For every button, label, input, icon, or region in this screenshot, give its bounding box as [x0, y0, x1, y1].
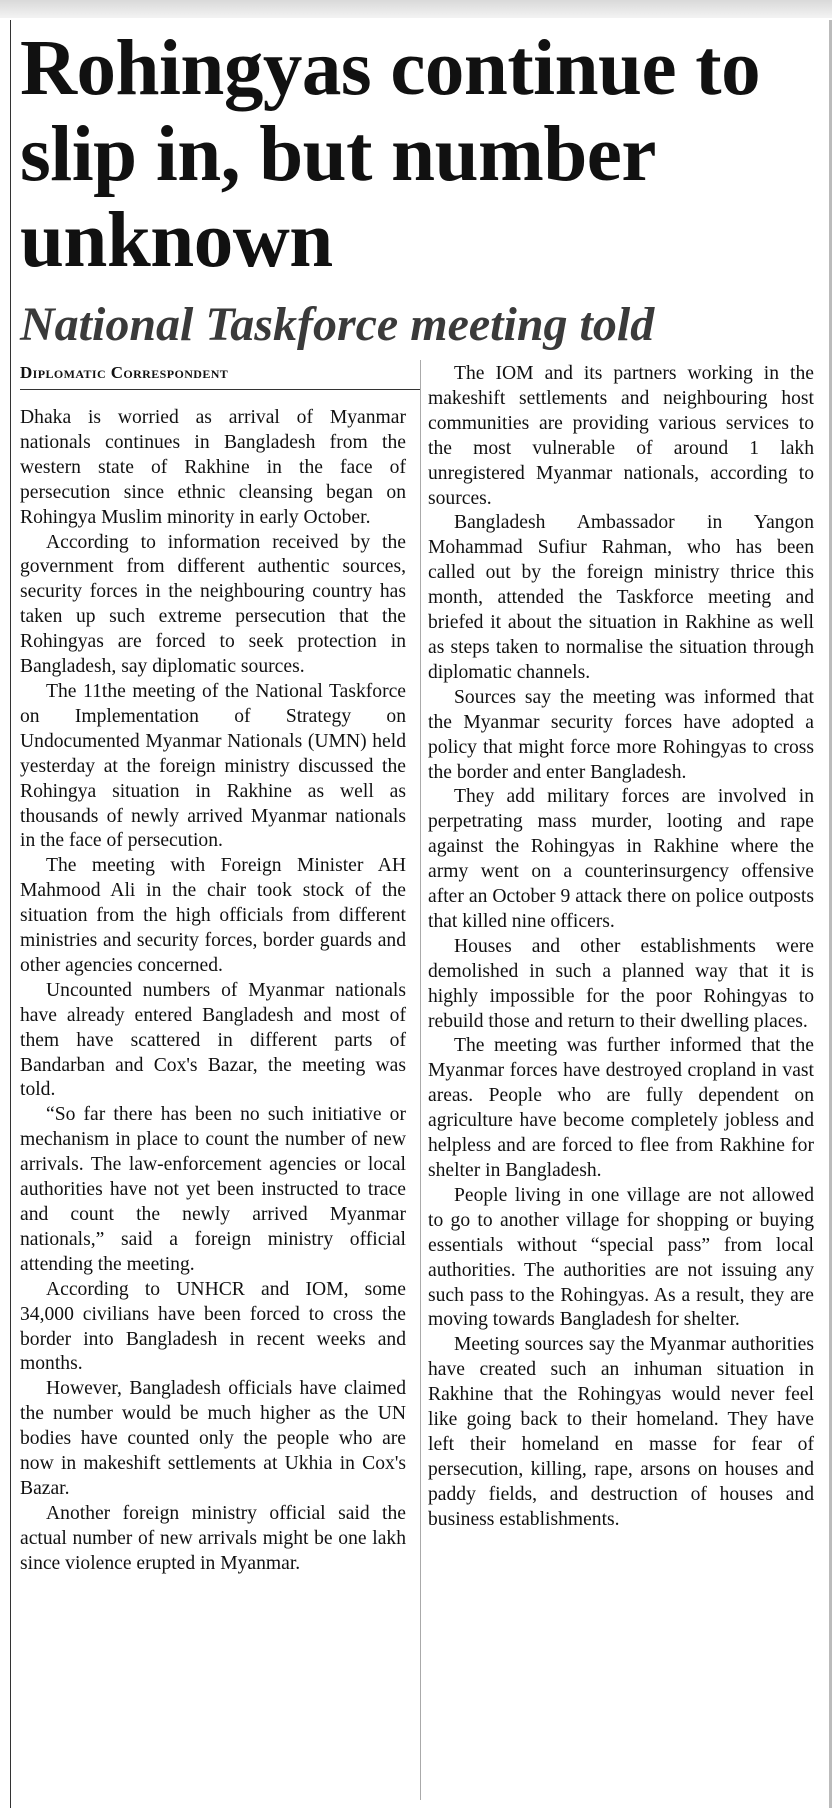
paragraph: Sources say the meeting was informed that the Myanmar security forces have adopted a policy that might force more Rohingyas to cross the border and enter Bangladesh.: [428, 686, 814, 783]
paragraph: According to information received by the government from different authentic sources, security forces in the neighbouring country has taken up such extreme persecution that the Rohingyas are forced to seek protection in Bangladesh, say diplomatic sources.: [20, 531, 406, 678]
paragraph: However, Bangladesh officials have claimed the number would be much higher as the UN bodies have counted only the people who are now in makeshift settlements at Ukhia in Cox's Bazar.: [20, 1378, 406, 1499]
byline: Diplomatic Correspondent: [20, 363, 229, 382]
paragraph: Dhaka is worried as arrival of Myanmar nationals continues in Bangladesh from the western state of Rakhine in the face of persecution since ethnic cleansing began on Rohingya Muslim minority in early October.: [20, 407, 406, 528]
article-column-left: [20, 406, 406, 1577]
headline: Rohingyas continue to slip in, but number unknown: [20, 25, 761, 284]
paragraph: According to UNHCR and IOM, some 34,000 civilians have been forced to cross the border into Bangladesh in recent weeks and months.: [20, 1278, 406, 1375]
paragraph: Bangladesh Ambassador in Yangon Mohammad Sufiur Rahman, who has been called out by the foreign ministry thrice this month, attended the Taskforce meeting and briefed it about the situation in Rakhine as well as steps taken to normalise the situation through diplomatic channels.: [428, 512, 814, 683]
paragraph: “So far there has been no such initiative or mechanism in place to count the number of new arrivals. The law-enforcement agencies or local authorities have not yet been instructed to trace and count the newly arrived Myanmar nationals,” said a foreign ministry official attending the meeting.: [20, 1104, 406, 1275]
paragraph: Houses and other establishments were demolished in such a planned way that it is highly impossible for the poor Rohingyas to rebuild those and return to their dwelling places.: [428, 935, 814, 1032]
paragraph: People living in one village are not allowed to go to another village for shopping or buying essentials without “special pass” from local authorities. The authorities are not issuing any such pass to the Rohingyas. As a result, they are moving towards Bangladesh for shelter.: [428, 1184, 814, 1331]
paragraph: Another foreign ministry official said the actual number of new arrivals might be one lakh since violence erupted in Myanmar.: [20, 1502, 406, 1574]
paragraph: They add military forces are involved in perpetrating mass murder, looting and rape against the Rohingyas in Rakhine where the army went on a counterinsurgency offensive after an October 9 attack there on police outposts that killed nine officers.: [428, 786, 814, 932]
article-column-right: [428, 362, 814, 1533]
paragraph: The 11the meeting of the National Taskforce on Implementation of Strategy on Undocumented Myanmar Nationals (UMN) held yesterday at the foreign ministry discussed the Rohingya situation in Rakhine as well as thousands of newly arrived Myanmar nationals in the face of persecution.: [20, 680, 406, 852]
column-divider: [420, 360, 421, 1800]
left-column-rule: [10, 20, 11, 1808]
paragraph: Meeting sources say the Myanmar authorities have created such an inhuman situation in Rakhine that the Rohingyas would never feel like going back to their homeland. They have left their homeland en masse for fear of persecution, killing, rape, arsons on houses and paddy fields, and destruction of houses and business establishments.: [428, 1334, 814, 1530]
paragraph: Uncounted numbers of Myanmar nationals have already entered Bangladesh and most of them have scattered in different parts of Bandarban and Cox's Bazar, the meeting was told.: [20, 979, 406, 1101]
subheadline: National Taskforce meeting told: [20, 298, 655, 351]
paragraph: The IOM and its partners working in the makeshift settlements and neighbouring host communities are providing various services to the most vulnerable of around 1 lakh unregistered Myanmar nationals, according to sources.: [428, 363, 814, 509]
byline-underline: [20, 389, 420, 390]
paragraph: The meeting was further informed that the Myanmar forces have destroyed cropland in vast areas. People who are fully dependent on agriculture have become completely jobless and helpless and are forced to flee from Rakhine for shelter in Bangladesh.: [428, 1035, 814, 1181]
paragraph: The meeting with Foreign Minister AH Mahmood Ali in the chair took stock of the situation from the high officials from different ministries and security forces, border guards and other agencies concerned.: [20, 855, 406, 976]
page-top-edge: [0, 0, 832, 18]
